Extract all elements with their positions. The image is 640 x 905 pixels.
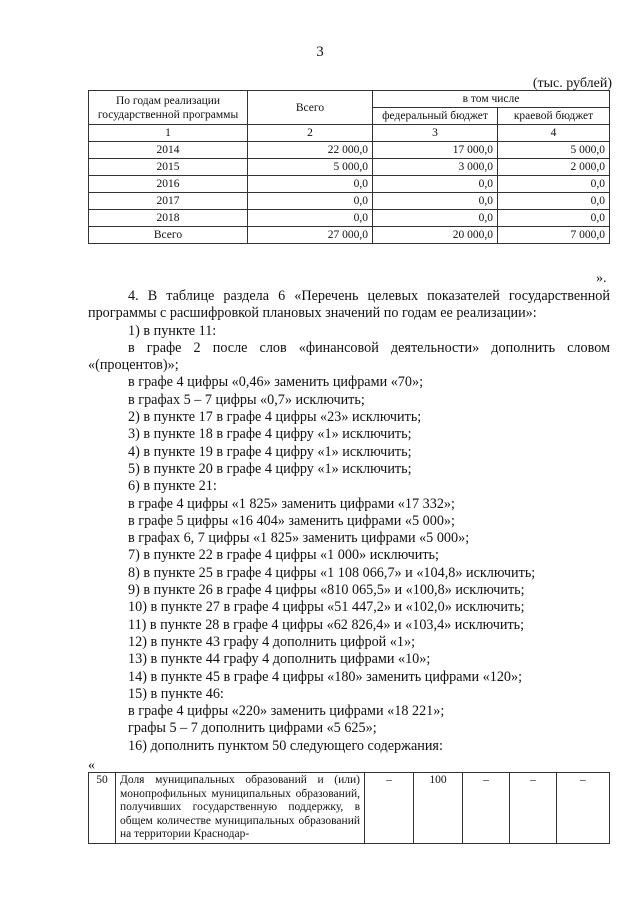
item-14: 14) в пункте 45 в графе 4 цифры «180» заменить цифрами «120»; — [128, 668, 523, 685]
federal-cell: 20 000,0 — [373, 227, 498, 244]
column-numbers-row — [89, 125, 610, 142]
header-years: По годам реализации государственной программы — [89, 91, 248, 125]
header-including: в том числе — [373, 91, 610, 108]
header-federal: федеральный бюджет — [373, 108, 498, 125]
year-cell: Всего — [89, 227, 248, 244]
item-10: 10) в пункте 27 в графе 4 цифры «51 447,2» и «102,0» исключить; — [128, 599, 525, 616]
year-cell: 2016 — [89, 176, 248, 193]
item-13: 13) в пункте 44 графу 4 дополнить цифрами «10»; — [128, 651, 431, 668]
indicator-col-3: – — [365, 773, 414, 844]
item-15: 15) в пункте 46: — [128, 685, 224, 702]
regional-cell: 5 000,0 — [498, 142, 610, 159]
header-regional: краевой бюджет — [498, 108, 610, 125]
table-row — [89, 773, 610, 844]
finance-table — [88, 90, 610, 244]
item-1a: в графе 2 после слов «финансовой деятельности» дополнить словом «(процентов)»; — [88, 339, 610, 374]
item-16: 16) дополнить пунктом 50 следующего содержания: — [128, 737, 443, 754]
item-6b: в графе 5 цифры «16 404» заменить цифрами «5 000»; — [128, 512, 455, 529]
indicator-col-7: – — [557, 773, 610, 844]
item-11: 11) в пункте 28 в графе 4 цифры «62 826,4» и «103,4» исключить; — [128, 616, 525, 633]
indicator-name: Доля муниципальных образований и (или) монопрофильных муниципальных образований, получивших государственную поддержку, в общем количестве муниципальных образований на территории Краснодар- — [116, 773, 365, 844]
col-num: 4 — [498, 125, 610, 142]
total-cell: 5 000,0 — [248, 159, 373, 176]
item-1b: в графе 4 цифры «0,46» заменить цифрами «70»; — [128, 374, 424, 391]
col-num: 1 — [89, 125, 248, 142]
item-2: 2) в пункте 17 в графе 4 цифры «23» исключить; — [128, 409, 422, 426]
regional-cell: 0,0 — [498, 193, 610, 210]
table-row — [89, 210, 610, 227]
closing-quote: ». — [596, 271, 607, 286]
regional-cell: 0,0 — [498, 210, 610, 227]
table-row — [89, 142, 610, 159]
item-3: 3) в пункте 18 в графе 4 цифру «1» исключить; — [128, 426, 412, 443]
year-cell: 2017 — [89, 193, 248, 210]
unit-label: (тыс. рублей) — [532, 76, 612, 91]
item-6a: в графе 4 цифры «1 825» заменить цифрами «17 332»; — [128, 495, 455, 512]
item-7: 7) в пункте 22 в графе 4 цифры «1 000» исключить; — [128, 547, 439, 564]
item-6: 6) в пункте 21: — [128, 478, 217, 495]
federal-cell: 3 000,0 — [373, 159, 498, 176]
table-row — [89, 193, 610, 210]
regional-cell: 0,0 — [498, 176, 610, 193]
item-1c: в графах 5 – 7 цифры «0,7» исключить; — [128, 391, 365, 408]
header-total: Всего — [248, 91, 373, 125]
item-6c: в графах 6, 7 цифры «1 825» заменить цифрами «5 000»; — [128, 530, 470, 547]
indicator-col-4: 100 — [414, 773, 463, 844]
indicator-col-5: – — [463, 773, 510, 844]
total-cell: 0,0 — [248, 176, 373, 193]
item-1: 1) в пункте 11: — [128, 322, 217, 339]
paragraph-4: 4. В таблице раздела 6 «Перечень целевых показателей государственной программы с расшифровкой плановых значений по годам ее реализации»: — [88, 288, 610, 322]
total-cell: 0,0 — [248, 193, 373, 210]
year-cell: 2018 — [89, 210, 248, 227]
item-8: 8) в пункте 25 в графе 4 цифры «1 108 066,7» и «104,8» исключить; — [128, 564, 536, 581]
federal-cell: 0,0 — [373, 210, 498, 227]
indicator-col-6: – — [510, 773, 557, 844]
federal-cell: 0,0 — [373, 176, 498, 193]
opening-quote: « — [88, 758, 95, 773]
total-cell: 22 000,0 — [248, 142, 373, 159]
item-15b: графы 5 – 7 дополнить цифрами «5 625»; — [128, 720, 377, 737]
table-row — [89, 159, 610, 176]
total-cell: 27 000,0 — [248, 227, 373, 244]
item-5: 5) в пункте 20 в графе 4 цифру «1» исключить; — [128, 460, 412, 477]
year-cell: 2014 — [89, 142, 248, 159]
table-row — [89, 176, 610, 193]
total-cell: 0,0 — [248, 210, 373, 227]
item-12: 12) в пункте 43 графу 4 дополнить цифрой «1»; — [128, 633, 416, 650]
federal-cell: 0,0 — [373, 193, 498, 210]
indicator-number: 50 — [89, 773, 116, 844]
total-row — [89, 227, 610, 244]
regional-cell: 7 000,0 — [498, 227, 610, 244]
page-number: 3 — [316, 44, 324, 60]
amendment-text — [88, 288, 610, 755]
col-num: 3 — [373, 125, 498, 142]
regional-cell: 2 000,0 — [498, 159, 610, 176]
year-cell: 2015 — [89, 159, 248, 176]
item-15a: в графе 4 цифры «220» заменить цифрами «18 221»; — [128, 703, 445, 720]
federal-cell: 17 000,0 — [373, 142, 498, 159]
item-9: 9) в пункте 26 в графе 4 цифры «810 065,5» и «100,8» исключить; — [128, 582, 525, 599]
item-4: 4) в пункте 19 в графе 4 цифру «1» исключить; — [128, 443, 412, 460]
indicator-table — [88, 772, 610, 844]
col-num: 2 — [248, 125, 373, 142]
